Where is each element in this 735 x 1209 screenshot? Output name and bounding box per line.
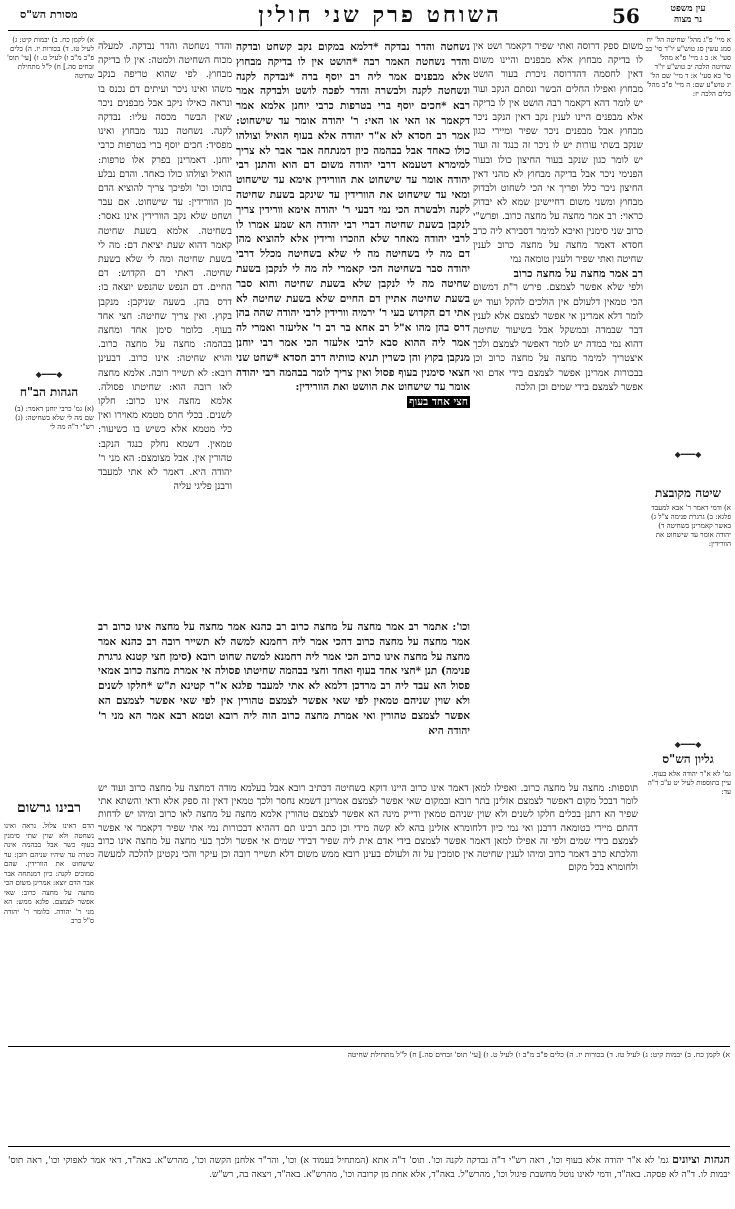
rabbeinu-gershom-text: הדם דאינו צלול. נראה ואינו נשחטה ולא שוין שתי סימנין בעוף כשר אבל בבהמה אינה כשרה עד שיהיו שניהם רובן: עד שישחוט את הוורידין. שהם סמוכים לקנה: כיון דמנתחה אבר אבר הדם יוצא: אמרינן משום הכי מחצה על מחצה כרוב: שאי אפשר לצמצם. פלגא ממש: הא מני ר' יהודה. כלומר ר' יהודה ס"ל כרב <box>4 822 94 925</box>
ornament-divider-3: ◆━━━◆ <box>35 370 63 379</box>
shita-mekubetzet-text: א) ודמי דאמר ר' אבא למעבד פלגא: ב) גרגרת פנימה צ"ל ג) באשר קאמרינן בשחיטה ד) יהודה אומר עד שישחוט את הוורידין: <box>651 504 731 548</box>
main-text-upper-body: נשחטה והדר נבדקה *דלמא במקום נקב קשחט ובדקה והדר נשחטה האמר רבה *הושט אין לו בדיקה מבחוץ אלא מבפנים אמר ליה רב יוסף ברה *נבדקה לקנה ונשחטה לקנה ולבשרה והדר לפכה לושט ולבדקה אמר רבא *חכים יוסף ברי בטרפות כרבי יוחנן אלמא אמר דקאמר או האי או האי: ר' יהודה אומר עד שישחוט: אמר רב חסדא לא א"ר יהודה אלא בעוף הואיל וצולהו כולו כאחד אבל בבהמה כיון דמנתחה אבר אבר לא צריך למימרא דטעמא דרבי יהודה משום דם הוא והתנן רבי יהודה אומר עד שישחוט את הוורידין אימא עד שישחוט ומאי עד שישחוט את הוורידין עד שינקב בשעת שחיטה לקנה ולבשרה הכי נמי דבעי ר' יהודה אימא וורידין צריך לנקבן בשעת שחיטה דברי רבי יהודה הא שמע אמרו לו לרבי יהודה מאחר שלא הוזכרו ורידין אלא להוציא מהן דם מה לי בשחיטה מה לי שלא בשחיטה מכלל דרבי יהודה סבר בשחיטה הכי קאמרי לה מה לי לנקבן בשעת שחיטה מה לי לנקבן שלא בשעת שחיטה והוא סבר בשעת שחיטה אתיין דם החיים שלא בשעת שחיטה לא אתי דם הקדוש בעי ר' ירמיה וורידין לרבי יהודה שהה בהן דרס בהן מהו א"ל רב אחא בר רב ר' אליעזר ואמרי לה אמר ליה ההוא סבא לרבי אלעזר הכי אמר רבי יוחנן מנקבן בקוץ והן כשרין תניא כוותיה דרב חסדא *שחט שני חצאי סימנין בעוף פסול ואין צריך לומר בבהמה רבי יהודה אומר עד שישחוט את הוושט ואת הוורידין: <box>236 41 470 394</box>
ornament-divider-2: ◆━━━◆ <box>674 740 702 749</box>
bottom-commentary: תוספות: מחצה על מחצה כרוב. ואפילו למאן דאמר אינו כרוב היינו דוקא בשחיטה דכתיב רובא אבל בעלמא מודה דמחצה על מחצה כרוב ועוד יש לומר דבכל מקום דאפשר לצמצם אזלינן בתר רובא ובמקום שאי אפשר לצמצם אמרינן דשמא נחסר ולכך טמאין דאין זה ספק אלא ודאי והשתא אתי שפיר הא דתנן בכלים חלקו לשנים ולא שוין שניהם טמאין ודייק מינה הא אפשר לצמצם טהורין אלמא מחצה על מחצה לאו כרוב ומיהו יש לדחות דהתם מיירי בטומאה דרבנן ואי נמי כיון דלחומרא אזלינן בהא לא קשה מידי וכן כתב רבינו תם דההיא דבכורות נמי אתי שפיר דקאמר אי אפשר לצמצם בידי שמים ולפי זה אפילו למאן דאמר אפשר לצמצם בידי אדם אית ליה שפיר דבידי שמים אי אפשר ולכך בעי מחצה על מחצה אינו כרוב והלכתא כרב דאמר כרוב ומיהו לענין שחיטה אין סומכין על זה ולעולם בעינן רובא ממש משום דלא תשייר רובה וכן עיקר והכי נקטינן להלכה למעשה ולחומרא בכל מקום <box>98 783 638 874</box>
header-rule <box>8 30 730 31</box>
haggahot-title: הגהות וציונים <box>672 1153 730 1166</box>
ein-mishpat-notes: א מיי' פ"ג מהל' שחיטה הל' יח סמג עשין סג טוש"ע יו"ד סי' כב סעי' א: ב ג מיי' פ"א מהל' שחיטה הלכה יב טוש"ע יו"ד סי' כא סעי' א: ד מיי' שם הל' יג טוש"ע שם: ה מיי' פ"ב מהל' כלים הלכה יז: <box>645 36 731 98</box>
ein-mishpat-label: עין משפט נר מצוה <box>670 4 706 25</box>
page-title: השוחט פרק שני חולין <box>258 2 502 28</box>
commentary-left-text: והדר נשחטה והדר נבדקה. למעלה מכוח השחיטה ולמטה: אין לו בדיקה מבחוץ. לפי שהוא טריפה בנקב משהו ואינו ניכר ועיתים דם נכנס בו ונראה כאילו ניקב אבל מבפנים ניכר שאין הבשר מכסה עליו: נבדקה לקנה. נשחטה כנגד מבחוץ ואינו מפסיד: חכים יוסף ברי בטרפות כרבי יוחנן. דאמרינן בפרק אלו טרפות: הואיל וצולהו כולו כאחד. והדם נבלע בתוכו וכו' ולפיכך צריך להוציא הדם מן הוורידין: עד שישחוט. אם עבר ושחט שלא נקב הוורידין אינו נאסר: בשחיטה. אלמא בשעת שחיטה קאמר דהוא שעת יציאת דם: מה לי בשעת שחיטה ומה לי שלא בשעת שחיטה. דאתי דם הקדוש: דם החיים. דם הנפש שהנפש יוצאה בו: דרס בהן. בשעה שניקבן: מנקבן בקוץ. ואין צריך שחיטה: חצי אחד בעוף. כלומר סימן אחד ומחצה בבהמה: מחצה על מחצה כרוב. והויא שחיטה: אינו כרוב. דבעינן רובא: לא תשייר רובה. אלמא מחצה לאו רובה הוא: שחיטתו פסולה. אלמא מחצה אינו כרוב: חלקו לשנים. בכלי חרס מטמא מאוירו ואין כלי מטמא אלא כשיש בו כשיעור: טמאין. דשמא נחלק כנגד הנקב: טהורין אין. אבל מצומצם: הא מני ר' יהודה היא. דאמר לא אתי למעבד ורבנן פליגי עליה <box>98 41 232 493</box>
ein-mishpat-header <box>645 4 731 26</box>
shita-mekubetzet-title: שיטה מקובצת <box>655 486 721 500</box>
main-text-upper <box>236 40 470 620</box>
footnote-rule <box>8 1046 730 1047</box>
haggahot-text: גמ' לא א"ר יהודה אלא בעוף וכו', ראה רש"י ד"ה נבדקה לקנה וכו'. תוס' ד"ה אתא (המתחיל בעמוד א) וכו', והר"ר אלחנן הקשה וכו', מהרש"א. באה"ד, דאי אמר לאפוקי וכו', ראה תוס' יבמות לו. ד"ה לא פסקה. באה"ד, ודמי לאינו נוטל מחשבת פיגול וכו', מהרש"ל. באה"ד, אלא אחת מן קרובה וכו', מהרש"א. באה"ד, ויצאה בה, רש"ש. <box>8 1156 730 1180</box>
gilyon-hashas-title: גליון הש"ס <box>662 752 714 766</box>
haggahot-rule <box>8 1146 730 1147</box>
masoret-hashas-notes: א) לקמן כח. ב) יבמות קיט: ג) לעיל טז. ד) בכורות יז. ה) כלים פ"ב מ"ב ו) לעיל ט. ז) [עי' תוס' זבחים סה.] ח) ל"ל מתחילת שחיטה <box>6 36 94 80</box>
hagahot-habach-title: הגהות הב"ח <box>19 385 79 399</box>
hagahot-habach-text: (א) גמ' כרבי יוחנן דאמר: (ב) שם מה לי שלא בשחיטה: (ג) רש"י ד"ה מה לי <box>14 405 94 431</box>
masoret-hashas-header: מסורת הש"ס <box>20 8 78 21</box>
highlighted-phrase[interactable]: חצי אחד בעוף <box>409 396 468 409</box>
main-text-lower-body: וכו': אתמר רב אמר מחצה על מחצה כרוב רב כהנא אמר מחצה על מחצה אינו כרוב רב אמר מחצה על מחצה כרוב דהכי אמר ליה רחמנא למשה לא תשייר רובה רב כהנא אמר מחצה על מחצה אינו כרוב הכי אמר ליה רחמנא למשה שחוט רובא (סימן חצי קטנא גרגרת פנימה) תנן *חצי אחד בעוף ואחד וחצי בבהמה שחיטתו פסולה אי אמרת מחצה כרוב אמאי פסול הא עבד ליה רב מרדכן דלמא לא אתי למעבד פלגא א"ר קטינא ת"ש *חלקו לשנים ולא שוין שניהם טמאין לפי שאי אפשר לצמצם טהורין אין לפי שאי אפשר לצמצם הא אפשר לצמצם טהורין ואי אמרת מחצה כרוב הוה ליה רובא וטמא רבא אמר הא מני ר' יהודה היא <box>98 621 470 737</box>
main-text-lower <box>98 620 470 775</box>
commentary-right-text-2: ולפי שלא אפשר לצמצם. פירש ר"ת דמשום הכי טמאין דלעולם אין הולכים להקל ועוד יש לומר דלא אמרינן אי אפשר לצמצם אלא לענין דבר שבמדה ובמשקל אבל בשיעור שחיטה דהוא נמי במדה יש לומר דאפשר לצמצם ולכך איצטריך למימר מחצה על מחצה כרוב וכן בבכורות אמרינן אפשר לצמצם בידי אדם ואי אפשר לצמצם בידי שמים וכן הלכה <box>473 282 643 393</box>
commentary-right <box>473 40 643 775</box>
page-number: 56 <box>612 4 640 28</box>
commentary-right-text: משום ספק דרוסה ואתי שפיר דקאמר ושט אין לו בדיקה מבחוץ אלא מבפנים והיינו משום דאין לחסמה דהדרוסה ניכרת בעור הושט מבחוץ ואפילו החלים הבשר ונסתם הנקב ועוד יש לומר דהא דקאמר רבה הושט אין לו בדיקה אלא מבפנים היינו לענין נקב דאין הנקב ניכר מבחוץ אבל מבפנים ניכר שפיר ומיירי כגון שנקב בשתי עורות יש לו ניכר זה כנגד זה ועוד יש לומר כגון שנקב בעור החיצון כולו ובעור הפנימי ניכר אבל בדיקה מבחוץ לא מהני דאין החיצון ניכר כלל ופריך אי הכי לשחוט ולבדוק מבחוץ ומשני משום דחיישינן שמא לא יבדוק כראוי: רב אמר מחצה על מחצה כרוב. ופרש"י כרוב שני סימנין ואיכא למימר דסבירא ליה כרב חסדא דאמר מחצה על מחצה כרוב לענין שחיטה ואתי שפיר ולענין טומאה נמי <box>473 41 643 266</box>
haggahot-section <box>8 1153 730 1182</box>
commentary-right-heading: רב אמר מחצה על מחצה כרוב <box>513 267 643 281</box>
rabbeinu-gershom-title: רבינו גרשום <box>16 800 82 816</box>
commentary-left <box>98 40 232 620</box>
footnotes-band: א) לקמן כח. ב) יבמות קיט: ג) לעיל טז. ד) בכורות יז. ה) כלים פ"ב מ"ב ו) לעיל ט. ז) [עי' תוס' זבחים סה.] ח) ל"ל מתחילת שחיטה <box>347 1050 730 1059</box>
ornament-divider: ◆━━━◆ <box>674 450 702 459</box>
gilyon-hashas-text: גמ' לא א"ר יהודה אלא בעוף. עיין בתוספות לעיל יט ע"ב ד"ה עד: <box>647 770 731 796</box>
